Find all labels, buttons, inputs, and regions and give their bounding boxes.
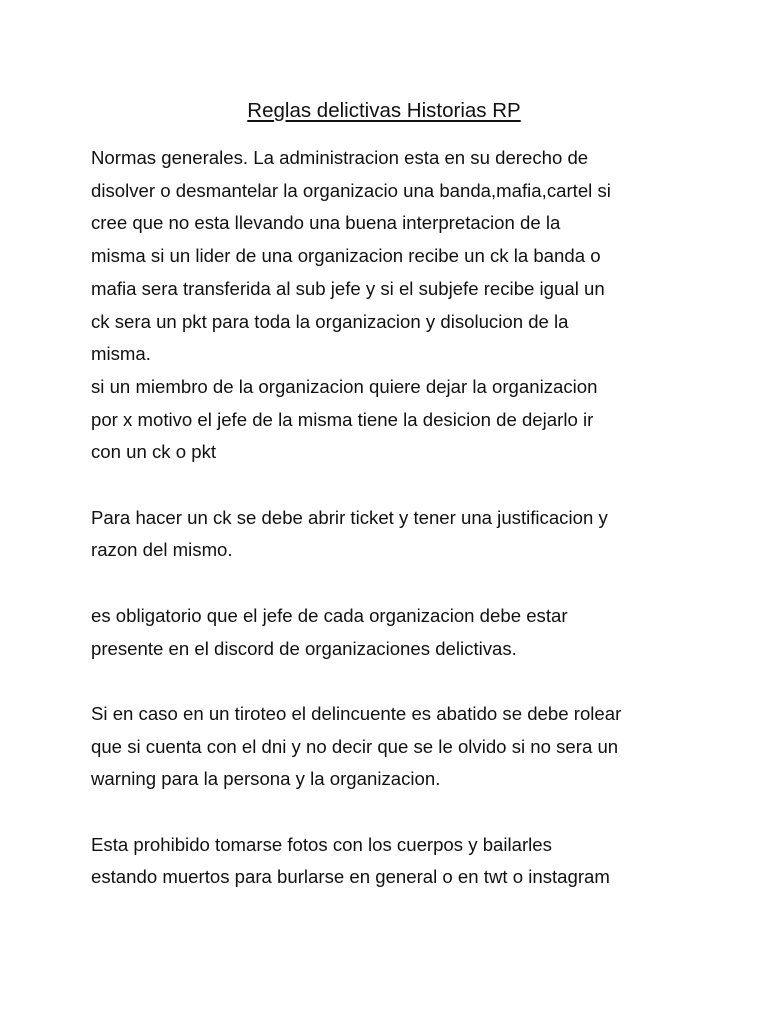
body-line: si un miembro de la organizacion quiere dejar la organizacion: [91, 375, 598, 397]
paragraph-gap: [91, 796, 691, 829]
body-line: mafia sera transferida al sub jefe y si el subjefe recibe igual un: [91, 277, 605, 299]
paragraph-gap: [91, 469, 691, 502]
body-line: Esta prohibido tomarse fotos con los cuerpos y bailarles: [91, 833, 552, 855]
body-line: disolver o desmantelar la organizacio una banda,mafia,cartel si: [91, 179, 611, 201]
paragraph-gap: [91, 665, 691, 698]
paragraph-gap: [91, 567, 691, 600]
body-line: misma si un lider de una organizacion recibe un ck la banda o: [91, 245, 601, 267]
body-line: warning para la persona y la organizacion.: [91, 768, 441, 790]
document-title: Reglas delictivas Historias RP: [247, 99, 521, 122]
body-line: ck sera un pkt para toda la organizacion y disolucion de la: [91, 310, 569, 332]
body-line: Si en caso en un tiroteo el delincuente es abatido se debe rolear: [91, 702, 622, 724]
body-line: es obligatorio que el jefe de cada organizacion debe estar: [91, 604, 568, 626]
body-line: con un ck o pkt: [91, 441, 217, 463]
body-line: por x motivo el jefe de la misma tiene la desicion de dejarlo ir: [91, 408, 594, 430]
body-line: Normas generales. La administracion esta en su derecho de: [91, 147, 589, 168]
document-body: [91, 142, 691, 894]
body-line: que si cuenta con el dni y no decir que se le olvido si no sera un: [91, 735, 619, 757]
body-line: estando muertos para burlarse en general o en twt o instagram: [91, 866, 610, 888]
body-line: misma.: [91, 343, 151, 365]
body-line: presente en el discord de organizaciones delictivas.: [91, 637, 517, 659]
body-line: razon del mismo.: [91, 539, 233, 561]
body-line: cree que no esta llevando una buena interpretacion de la: [91, 212, 561, 234]
body-line: Para hacer un ck se debe abrir ticket y tener una justificacion y: [91, 506, 608, 528]
